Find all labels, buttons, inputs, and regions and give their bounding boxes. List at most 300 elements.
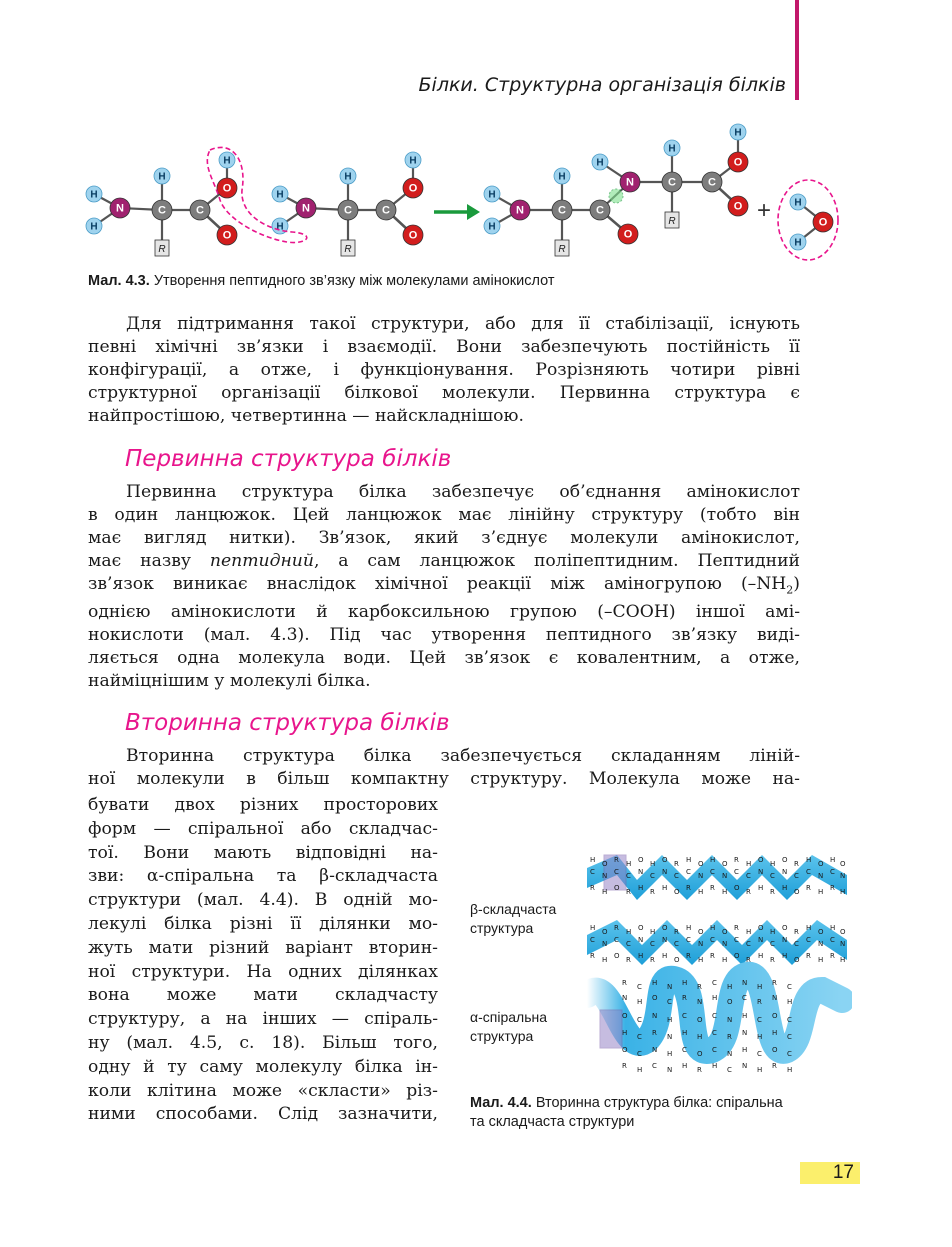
atom-label: N	[626, 176, 634, 189]
atom-letter: O	[722, 928, 728, 936]
atom-letter: H	[712, 1062, 718, 1070]
atom-letter: C	[682, 1012, 687, 1020]
text-line: найпростішою, четвертинна — найскладнішою.	[88, 406, 524, 426]
atom-letter: R	[734, 924, 739, 932]
atom-letter: H	[742, 1046, 748, 1054]
atom-letter: N	[758, 936, 764, 944]
text-line: структуру, а на інших — спіраль-	[88, 1009, 438, 1030]
text-line: найміцнішим у молекулі білка.	[88, 671, 371, 692]
atom-letter: C	[787, 1033, 792, 1041]
atom-letter: O	[782, 856, 788, 864]
text-line: Вторинна структура білка забезпечується складанням ліній-	[126, 746, 800, 766]
text-line: ної структури. На одних ділянках	[88, 961, 438, 982]
atom-letter: R	[770, 956, 775, 964]
atom-label: O	[222, 229, 232, 242]
atom-letter: R	[686, 952, 691, 960]
atom-letter: O	[652, 994, 658, 1002]
atom-letter: N	[698, 872, 704, 880]
atom-letter: C	[590, 936, 595, 944]
alpha-label-line: α-спіральна	[470, 1009, 547, 1025]
atom-letter: R	[614, 924, 619, 932]
atom-label: H	[488, 221, 496, 233]
atom-letter: C	[682, 1046, 687, 1054]
atom-letter: C	[637, 1033, 642, 1041]
atom-label: C	[596, 204, 604, 217]
atom-letter: C	[614, 868, 619, 876]
text-line: ної молекули в більш компактну структуру. Молекула може на-	[88, 769, 800, 789]
atom-letter: H	[742, 1012, 748, 1020]
peptide-bond-mark	[609, 189, 623, 203]
figure-4-3-text: Утворення пептидного зв’язку між молекулами амінокислот	[153, 273, 555, 289]
atom-letter: O	[818, 928, 824, 936]
text-run: , а сам ланцюжок поліпептидним. Пептидний	[313, 551, 800, 571]
atom-letter: H	[667, 1016, 673, 1024]
atom-letter: C	[742, 994, 747, 1002]
atom-letter: O	[840, 860, 846, 868]
text-line: бувати двох різних просторових	[88, 795, 438, 815]
atom-letter: N	[772, 994, 778, 1002]
atom-letter: H	[782, 884, 788, 892]
text-line: жуть мати різний варіант вторин-	[88, 937, 438, 958]
atom-letter: N	[652, 1046, 658, 1054]
atom-letter: H	[602, 956, 608, 964]
atom-letter: H	[622, 1029, 628, 1037]
atom-letter: O	[734, 952, 740, 960]
atom-letter: C	[652, 1062, 657, 1070]
atom-letter: H	[697, 1033, 703, 1041]
atom-letter: R	[652, 1029, 657, 1037]
intro-paragraph	[88, 313, 800, 428]
atom-letter: R	[697, 983, 702, 991]
atom-label: H	[794, 237, 802, 249]
atom-letter: R	[682, 994, 687, 1002]
atom-letter: R	[794, 928, 799, 936]
atom-letter: O	[698, 860, 704, 868]
atom-label: H	[668, 143, 676, 155]
atom-letter: R	[746, 888, 751, 896]
atom-letter: R	[830, 952, 835, 960]
atom-letter: O	[782, 924, 788, 932]
atom-letter: C	[674, 872, 679, 880]
atom-letter: N	[602, 872, 608, 880]
atom-letter: R	[710, 952, 715, 960]
atom-label: N	[516, 204, 524, 217]
atom-letter: C	[650, 872, 655, 880]
atom-label: H	[558, 171, 566, 183]
atom-letter: H	[806, 856, 812, 864]
atom-letter: H	[626, 860, 632, 868]
atom-letter: N	[722, 872, 728, 880]
atom-letter: H	[782, 952, 788, 960]
atom-letter: H	[722, 888, 728, 896]
text-line: ними способами. Слід зазначити,	[88, 1104, 438, 1125]
atom-letter: C	[686, 868, 691, 876]
text-line: конфігурації, а отже, і функціонування. Розрізняють чотири рівні	[88, 360, 800, 380]
atom-label: H	[158, 171, 166, 183]
text-line	[88, 550, 800, 573]
running-header: Білки. Структурна організація білків	[418, 74, 786, 96]
atom-letter: C	[637, 1016, 642, 1024]
atom-letter: H	[722, 956, 728, 964]
text-line: коли клітина може «скласти» різ-	[88, 1080, 438, 1101]
atom-letter: N	[652, 1012, 658, 1020]
text-run: )	[793, 574, 800, 594]
atom-label: O	[222, 182, 232, 195]
atom-letter: H	[590, 856, 596, 864]
atom-letter: H	[758, 884, 764, 892]
atom-letter: H	[667, 1050, 673, 1058]
primary-structure-paragraph	[88, 481, 800, 693]
atom-letter: C	[830, 936, 835, 944]
text-line: структурної організації білкової молекули. Первинна структура є	[88, 383, 800, 403]
atom-letter: O	[794, 888, 800, 896]
atom-label: C	[196, 204, 204, 217]
header-rule	[795, 0, 799, 100]
atom-letter: O	[674, 888, 680, 896]
atom-letter: H	[682, 1029, 688, 1037]
atom-label: N	[116, 202, 124, 215]
atom-label: O	[733, 200, 743, 213]
atom-letter: N	[818, 872, 824, 880]
atom-letter: C	[637, 1050, 642, 1058]
atom-letter: O	[662, 856, 668, 864]
text-line: ляється одна молекула води. Цей зв’язок є ковалентним, а отже,	[88, 648, 800, 669]
atom-letter: R	[590, 952, 595, 960]
atom-letter: R	[674, 928, 679, 936]
atom-letter: H	[787, 1066, 793, 1074]
atom-letter: H	[602, 888, 608, 896]
atom-label: O	[408, 182, 418, 195]
text-line: вона може мати складчасту	[88, 985, 438, 1006]
atom-letter: C	[712, 1046, 717, 1054]
atom-letter: R	[622, 979, 627, 987]
atom-letter: H	[757, 983, 763, 991]
atom-letter: C	[712, 979, 717, 987]
atom-letter: C	[727, 1066, 732, 1074]
atom-letter: C	[830, 868, 835, 876]
atom-letter: C	[614, 936, 619, 944]
text-line: тої. Вони мають відповідні на-	[88, 842, 438, 863]
atom-label: H	[734, 127, 742, 139]
atom-letter: H	[746, 860, 752, 868]
atom-letter: N	[840, 872, 846, 880]
atom-letter: C	[794, 872, 799, 880]
atom-letter: H	[686, 924, 692, 932]
atom-letter: R	[746, 956, 751, 964]
atom-letter: C	[746, 940, 751, 948]
text-run: має назву	[88, 551, 210, 571]
atom-letter: N	[782, 868, 788, 876]
atom-letter: H	[626, 928, 632, 936]
atom-letter: R	[806, 952, 811, 960]
atom-letter: N	[662, 936, 668, 944]
atom-label: H	[276, 221, 284, 233]
atom-letter: R	[697, 1066, 702, 1074]
atom-letter: R	[806, 884, 811, 892]
atom-letter: H	[757, 1066, 763, 1074]
atom-letter: N	[638, 868, 644, 876]
atom-letter: H	[637, 998, 643, 1006]
atom-letter: H	[806, 924, 812, 932]
atom-letter: R	[770, 888, 775, 896]
figure-4-3-label: Мал. 4.3.	[88, 273, 150, 289]
atom-letter: H	[830, 924, 836, 932]
atom-letter: C	[787, 1050, 792, 1058]
atom-letter: O	[674, 956, 680, 964]
text-line: однією амінокислоти й карбоксильною групою (–СООН) іншої амі-	[88, 602, 800, 623]
atom-letter: H	[638, 884, 644, 892]
atom-letter: C	[757, 1016, 762, 1024]
atom-letter: H	[758, 952, 764, 960]
atom-label: O	[733, 156, 743, 169]
text-line: має вигляд нитки). Зв’язок, який з’єднує молекули амінокислот,	[88, 528, 800, 548]
atom-letter: O	[614, 884, 620, 892]
text-line: лекулі білка різні її ділянки мо-	[88, 913, 438, 934]
atom-letter: O	[818, 860, 824, 868]
subscript: 2	[786, 583, 794, 597]
r-group-label: R	[158, 244, 166, 255]
atom-letter: O	[794, 956, 800, 964]
atom-letter: N	[662, 868, 668, 876]
atom-letter: H	[710, 924, 716, 932]
atom-letter: N	[722, 940, 728, 948]
atom-letter: C	[674, 940, 679, 948]
atom-letter: O	[772, 1012, 778, 1020]
atom-letter: N	[742, 1029, 748, 1037]
text-line: ну (мал. 4.5, с. 18). Більш того,	[88, 1032, 438, 1053]
atom-letter: O	[602, 928, 608, 936]
figure-secondary-structure	[582, 850, 852, 1080]
atom-letter: H	[682, 979, 688, 987]
text-line: Для підтримання такої структури, або для її стабілізації, існують	[126, 314, 800, 334]
atom-letter: R	[727, 1033, 732, 1041]
text-line: нокислоти (мал. 4.3). Під час утворення пептидного зв’язку виді-	[88, 625, 800, 646]
atom-letter: R	[622, 1062, 627, 1070]
atom-letter: H	[757, 1033, 763, 1041]
atom-letter: N	[638, 936, 644, 944]
atom-letter: R	[650, 956, 655, 964]
atom-letter: R	[686, 884, 691, 892]
atom-letter: N	[727, 1050, 733, 1058]
atom-label: C	[344, 204, 352, 217]
text-line: форм — спіральної або складчас-	[88, 818, 438, 839]
term-peptide: пептидний	[209, 551, 314, 571]
atom-letter: R	[772, 1062, 777, 1070]
section-heading-primary: Первинна структура білків	[125, 446, 452, 472]
atom-letter: O	[698, 928, 704, 936]
atom-letter: R	[614, 856, 619, 864]
atom-letter: C	[757, 1050, 762, 1058]
atom-letter: O	[727, 998, 733, 1006]
atom-letter: R	[734, 856, 739, 864]
atom-letter: N	[622, 994, 628, 1002]
secondary-structure-paragraph	[88, 745, 800, 791]
atom-letter: C	[794, 940, 799, 948]
atom-label: H	[276, 189, 284, 201]
atom-letter: H	[662, 884, 668, 892]
atom-label: H	[596, 157, 604, 169]
r-group-label: R	[344, 244, 352, 255]
text-line: певні хімічні зв’язки і взаємодії. Вони забезпечують постійність її	[88, 337, 800, 357]
atom-letter: R	[757, 998, 762, 1006]
atom-letter: N	[667, 1033, 673, 1041]
atom-label: H	[90, 189, 98, 201]
atom-letter: H	[770, 928, 776, 936]
atom-letter: H	[772, 1029, 778, 1037]
atom-letter: O	[697, 1050, 703, 1058]
atom-label: H	[90, 221, 98, 233]
atom-letter: C	[734, 868, 739, 876]
atom-letter: O	[638, 856, 644, 864]
atom-letter: N	[602, 940, 608, 948]
atom-label: N	[302, 202, 310, 215]
r-group-label: R	[558, 244, 566, 255]
text-line: в один ланцюжок. Цей ланцюжок має лінійну структуру (тобто він	[88, 505, 800, 525]
atom-letter: C	[710, 936, 715, 944]
atom-letter: C	[637, 983, 642, 991]
atom-letter: R	[710, 884, 715, 892]
atom-label: C	[158, 204, 166, 217]
atom-letter: O	[602, 860, 608, 868]
text-run: зв’язок виникає внаслідок хімічної реакції між аміногрупою (–NH	[88, 574, 787, 594]
atom-letter: R	[590, 884, 595, 892]
text-line: структури (мал. 4.4). В одній мо-	[88, 890, 438, 911]
atom-letter: C	[806, 868, 811, 876]
highlight-box	[600, 1010, 622, 1048]
atom-label: H	[223, 155, 231, 167]
atom-letter: H	[698, 888, 704, 896]
atom-letter: C	[787, 1016, 792, 1024]
atom-letter: R	[830, 884, 835, 892]
atom-letter: C	[770, 940, 775, 948]
atom-letter: N	[742, 979, 748, 987]
text-line: зви: α-спіральна та β-складчаста	[88, 866, 438, 887]
secondary-structure-narrow-column	[88, 794, 438, 1127]
atom-letter: C	[650, 940, 655, 948]
atom-letter: H	[637, 1066, 643, 1074]
atom-letter: H	[686, 856, 692, 864]
atom-letter: H	[840, 888, 846, 896]
section-heading-secondary: Вторинна структура білків	[125, 710, 450, 736]
atom-letter: H	[590, 924, 596, 932]
atom-letter: R	[650, 888, 655, 896]
atom-letter: O	[722, 860, 728, 868]
atom-letter: N	[818, 940, 824, 948]
page-number: 17	[800, 1162, 860, 1184]
atom-label: H	[488, 189, 496, 201]
atom-letter: C	[590, 868, 595, 876]
atom-letter: N	[697, 998, 703, 1006]
atom-letter: N	[758, 868, 764, 876]
atom-letter: H	[650, 860, 656, 868]
beta-label-line: β-складчаста	[470, 901, 557, 917]
figure-4-4-label: Мал. 4.4.	[470, 1095, 532, 1111]
atom-letter: C	[667, 998, 672, 1006]
atom-letter: N	[698, 940, 704, 948]
atom-letter: R	[772, 979, 777, 987]
atom-letter: O	[662, 924, 668, 932]
r-group-label: R	[668, 216, 676, 227]
atom-letter: O	[622, 1012, 628, 1020]
atom-letter: H	[818, 956, 824, 964]
atom-letter: O	[734, 884, 740, 892]
atom-letter: H	[712, 994, 718, 1002]
atom-letter: H	[682, 1062, 688, 1070]
figure-4-4-caption-line: та складчаста структури	[470, 1114, 635, 1130]
atom-letter: H	[650, 928, 656, 936]
atom-letter: C	[712, 1029, 717, 1037]
atom-label: O	[623, 228, 633, 241]
atom-letter: H	[652, 979, 658, 987]
atom-letter: C	[734, 936, 739, 944]
atom-letter: O	[758, 924, 764, 932]
atom-letter: R	[674, 860, 679, 868]
atom-letter: N	[782, 936, 788, 944]
atom-letter: O	[697, 1016, 703, 1024]
atom-label: H	[344, 171, 352, 183]
atom-label: H	[409, 155, 417, 167]
figure-4-3-caption	[88, 272, 555, 291]
text-line: одну й ту саму молекулу білка ін-	[88, 1056, 438, 1077]
atom-letter: C	[712, 1012, 717, 1020]
plus-sign: +	[756, 197, 772, 224]
atom-letter: H	[787, 998, 793, 1006]
atom-letter: O	[758, 856, 764, 864]
atom-letter: N	[667, 983, 673, 991]
atom-letter: N	[742, 1062, 748, 1070]
atom-letter: N	[840, 940, 846, 948]
atom-label: C	[668, 176, 676, 189]
text-line: Первинна структура білка забезпечує об’єднання амінокислот	[126, 482, 800, 502]
figure-peptide-bond	[82, 120, 852, 270]
text-line	[88, 573, 800, 601]
atom-letter: C	[787, 983, 792, 991]
figure-4-4-caption	[470, 1094, 783, 1132]
atom-letter: C	[806, 936, 811, 944]
atom-letter: C	[626, 940, 631, 948]
atom-letter: O	[840, 928, 846, 936]
atom-letter: R	[626, 888, 631, 896]
alpha-label-line: структура	[470, 1028, 534, 1044]
atom-letter: H	[746, 928, 752, 936]
atom-letter: O	[622, 1046, 628, 1054]
atom-letter: O	[638, 924, 644, 932]
atom-letter: R	[626, 956, 631, 964]
beta-sheet-label	[470, 900, 556, 938]
atom-letter: H	[698, 956, 704, 964]
atom-letter: O	[772, 1046, 778, 1054]
atom-letter: O	[614, 952, 620, 960]
atom-letter: H	[818, 888, 824, 896]
atom-label: C	[558, 204, 566, 217]
atom-letter: H	[662, 952, 668, 960]
atom-letter: H	[830, 856, 836, 864]
atom-letter: N	[667, 1066, 673, 1074]
figure-4-4-text: Вторинна структура білка: спіральна	[535, 1095, 783, 1111]
atom-letter: N	[727, 1016, 733, 1024]
atom-label: C	[708, 176, 716, 189]
atom-letter: H	[840, 956, 846, 964]
atom-letter: H	[638, 952, 644, 960]
figure-4-4-caption-line	[470, 1094, 783, 1113]
atom-label: H	[794, 197, 802, 209]
atom-label: O	[408, 229, 418, 242]
atom-label: O	[818, 216, 828, 229]
atom-letter: C	[710, 868, 715, 876]
atom-letter: C	[626, 872, 631, 880]
atom-letter: H	[710, 856, 716, 864]
atom-label: C	[382, 204, 390, 217]
